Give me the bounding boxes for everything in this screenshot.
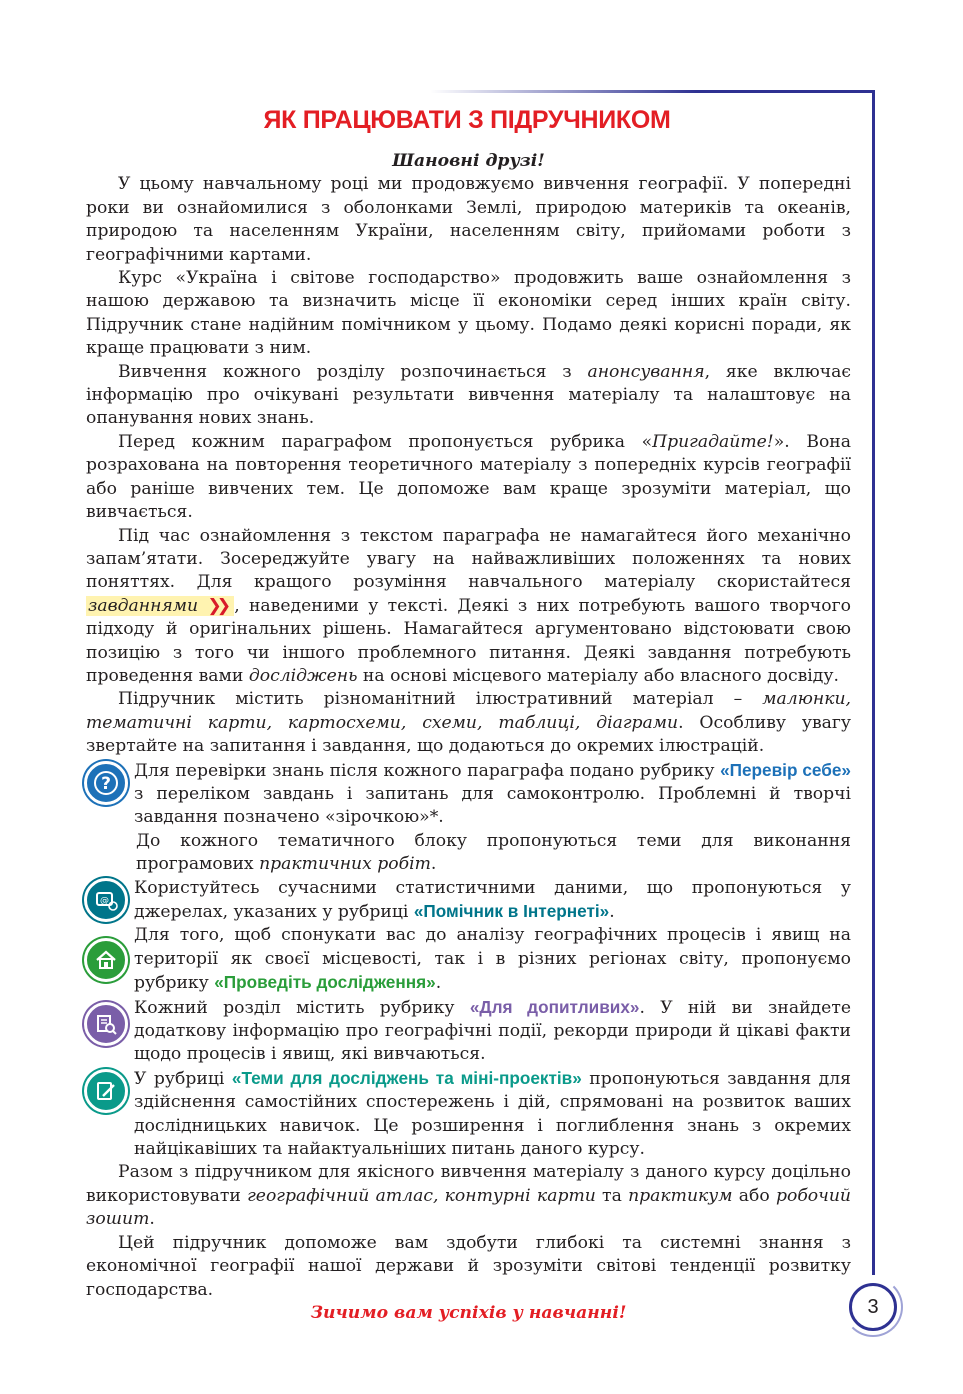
paragraph-9: Цей підручник допоможе вам здобути глибокі та системні знання з економічної географії нашої держави й зрозуміти світові тенденції розвитку господарства. xyxy=(86,1232,851,1300)
paragraph-5: Під час ознайомлення з текстом параграфа не намагайтеся його механічно запам’ятати. Зосереджуйте увагу на найважливіших положеннях та нових поняттях. Для кращого розуміння навчального матеріалу скористайтеся завданнями ❯❯ , наведеними у тексті. Деякі з них потребують вашого творчого підходу й оригінальних рішень. Намагайтеся аргументовано відстоювати свою позицію з того чи іншого проблемного питання. Деякі завдання потребують проведення вами досліджень на основі місцевого матеріалу або власного досвіду. xyxy=(86,525,851,686)
house-icon xyxy=(84,938,128,982)
rubric-internet-helper xyxy=(86,877,851,925)
frame-right-line xyxy=(872,90,875,1275)
rubric-5-text: У рубриці «Теми для досліджень та міні-проектів» пропонуються завдання для здійснення самостійних спостережень і дій, спрямовані на розвиток ваших дослідницьких навичок. Це розширення і поглиблення знань з окремих найцікавіших та найактуальніших питань даного курсу. xyxy=(134,1067,851,1160)
rubric-2-text: Користуйтесь сучасними статистичними даними, що пропонуються у джерелах, указаних у рубриці «Помічник в Інтернеті». xyxy=(134,877,851,922)
paragraph-1: У цьому навчальному році ми продовжуємо вивчення географії. У попередні роки ви ознайомилися з оболонками Землі, природою материків та океанів, природою та населенням України, населенням світу, прийомами роботи з географічними картами. xyxy=(86,174,851,265)
rubric-research-topics xyxy=(86,1067,851,1162)
rubric-do-research xyxy=(86,924,851,995)
book-search-icon xyxy=(84,1002,128,1046)
frame-top-line xyxy=(430,90,875,93)
page-title: ЯК ПРАЦЮВАТИ З ПІДРУЧНИКОМ xyxy=(263,106,671,134)
closing-wish: Зичимо вам успіхів у навчанні! xyxy=(310,1302,627,1323)
paragraph-7: До кожного тематичного блоку пропонуються теми для виконання програмових практичних робіт. xyxy=(136,830,851,875)
rubric-4-text: Кожний розділ містить рубрику «Для допитливих». У ній ви знайдете додаткову інформацію про географічні події, рекорди природи й цікаві факти щодо процесів і явищ, які вивчаються. xyxy=(134,996,851,1065)
page-number: 3 xyxy=(849,1283,897,1331)
paragraph-6: Підручник містить різноманітний ілюстративний матеріал – малюнки, тематичні карти, картосхеми, схеми, таблиці, діаграми. Особливу увагу звертайте на запитання і завдання, що додаються до окремих ілюстрацій. xyxy=(86,689,852,757)
rubric-for-curious xyxy=(86,996,851,1067)
paragraph-3: Вивчення кожного розділу розпочинається з анонсування, яке включає інформацію про очікувані результати вивчення матеріалу та налаштовує на опанування нових знань. xyxy=(86,361,851,429)
svg-text:@: @ xyxy=(100,895,109,906)
rubric-1-text: Для перевірки знань після кожного параграфа подано рубрику «Перевір себе» з переліком завдань і запитань для самоконтролю. Проблемні й творчі завдання позначено «зірочкою»*. xyxy=(134,759,851,828)
greeting: Шановні друзі! xyxy=(392,151,545,171)
svg-text:?: ? xyxy=(101,773,111,794)
chevron-right-icon: ❯❯ xyxy=(207,595,227,616)
paragraph-2: Курс «Україна і світове господарство» продовжить ваше ознайомлення з нашою державою та визначить місце її економіки серед інших країн світу. Підручник стане надійним помічником у цьому. Подамо деякі корисні поради, як краще працювати з ним. xyxy=(86,268,851,359)
tasks-highlight: завданнями ❯❯ xyxy=(86,596,234,616)
internet-icon xyxy=(84,878,128,922)
rubric-check-yourself xyxy=(86,759,851,830)
rubric-3-text: Для того, щоб спонукати вас до аналізу географічних процесів і явищ на території як своєї місцевості, так і в різних регіонах світу, пропонуємо рубрику «Проведіть дослідження». xyxy=(134,925,851,994)
notebook-pencil-icon xyxy=(84,1069,128,1113)
paragraph-4: Перед кожним параграфом пропонується рубрика «Пригадайте!». Вона розрахована на повторення теоретичного матеріалу з попередніх курсів географії або раніше вивчених тем. Це допоможе вам краще зрозуміти матеріал, що вивчається. xyxy=(86,431,851,523)
main-text xyxy=(86,150,851,1325)
paragraph-8: Разом з підручником для якісного вивчення матеріалу з даного курсу доцільно використовувати географічний атлас, контурні карти та практикум або робочий зошит. xyxy=(86,1162,851,1230)
question-icon xyxy=(84,761,128,805)
